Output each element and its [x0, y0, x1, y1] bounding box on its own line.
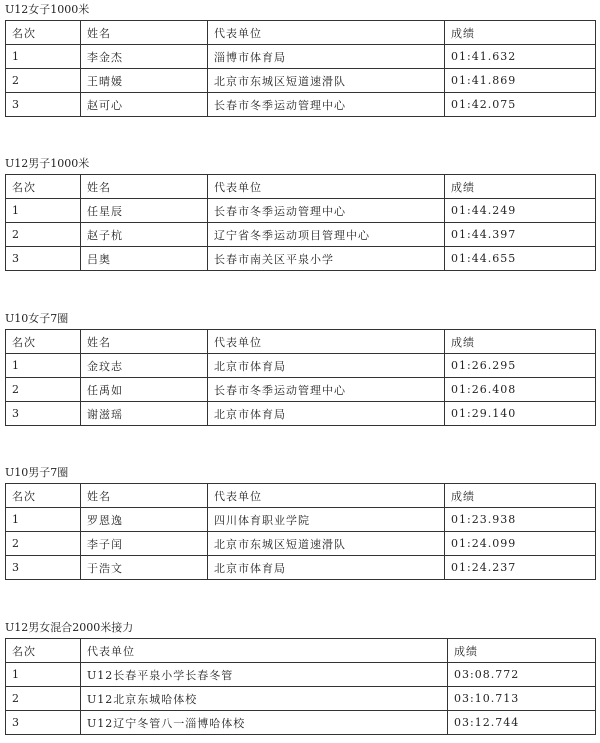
rank-cell: 3 — [6, 556, 81, 580]
table-row — [6, 556, 596, 580]
table-row — [6, 402, 596, 426]
unit-cell: 辽宁省冬季运动项目管理中心 — [208, 223, 445, 247]
header-rank: 名次 — [6, 330, 81, 354]
unit-cell: 淄博市体育局 — [208, 45, 445, 69]
table-row — [6, 247, 596, 271]
rank-cell: 1 — [6, 663, 81, 687]
header-rank: 名次 — [6, 175, 81, 199]
header-result: 成绩 — [445, 330, 596, 354]
rank-cell: 2 — [6, 223, 81, 247]
header-name: 姓名 — [81, 484, 208, 508]
rank-cell: 3 — [6, 402, 81, 426]
table-row — [6, 711, 596, 735]
rank-cell: 1 — [6, 199, 81, 223]
rank-cell: 2 — [6, 687, 81, 711]
table-header-row — [6, 21, 596, 45]
result-cell: 01:26.408 — [445, 378, 596, 402]
result-cell: 01:29.140 — [445, 402, 596, 426]
unit-cell: 北京市体育局 — [208, 402, 445, 426]
result-cell: 01:41.869 — [445, 69, 596, 93]
unit-cell: U12辽宁冬管八一淄博哈体校 — [81, 711, 448, 735]
rank-cell: 3 — [6, 247, 81, 271]
rank-cell: 2 — [6, 378, 81, 402]
unit-cell: 长春市南关区平泉小学 — [208, 247, 445, 271]
unit-cell: 长春市冬季运动管理中心 — [208, 93, 445, 117]
table-row — [6, 663, 596, 687]
table-header-row — [6, 639, 596, 663]
header-rank: 名次 — [6, 21, 81, 45]
name-cell: 谢滋瑶 — [81, 402, 208, 426]
header-result: 成绩 — [445, 21, 596, 45]
header-result: 成绩 — [445, 175, 596, 199]
name-cell: 任禹如 — [81, 378, 208, 402]
result-cell: 03:08.772 — [448, 663, 596, 687]
rank-cell: 3 — [6, 711, 81, 735]
unit-cell: 北京市东城区短道速滑队 — [208, 69, 445, 93]
unit-cell: 长春市冬季运动管理中心 — [208, 199, 445, 223]
unit-cell: 北京市体育局 — [208, 354, 445, 378]
header-rank: 名次 — [6, 484, 81, 508]
table-row — [6, 354, 596, 378]
results-table — [5, 483, 596, 580]
results-table — [5, 174, 596, 271]
name-cell: 金玟志 — [81, 354, 208, 378]
result-cell: 01:44.397 — [445, 223, 596, 247]
table-row — [6, 378, 596, 402]
unit-cell: U12长春平泉小学长春冬管 — [81, 663, 448, 687]
rank-cell: 2 — [6, 69, 81, 93]
header-unit: 代表单位 — [208, 484, 445, 508]
table-row — [6, 93, 596, 117]
header-result: 成绩 — [448, 639, 596, 663]
result-cell: 01:26.295 — [445, 354, 596, 378]
section-title: U12男子1000米 — [5, 157, 90, 170]
name-cell: 罗恩逸 — [81, 508, 208, 532]
table-row — [6, 69, 596, 93]
unit-cell: 四川体育职业学院 — [208, 508, 445, 532]
table-header-row — [6, 484, 596, 508]
section-title: U10女子7圈 — [5, 312, 69, 325]
result-cell: 03:10.713 — [448, 687, 596, 711]
name-cell: 吕奥 — [81, 247, 208, 271]
name-cell: 赵可心 — [81, 93, 208, 117]
result-cell: 01:44.249 — [445, 199, 596, 223]
result-cell: 01:44.655 — [445, 247, 596, 271]
name-cell: 李金杰 — [81, 45, 208, 69]
results-table — [5, 20, 596, 117]
header-unit: 代表单位 — [208, 330, 445, 354]
header-result: 成绩 — [445, 484, 596, 508]
result-cell: 01:23.938 — [445, 508, 596, 532]
header-name: 姓名 — [81, 175, 208, 199]
result-cell: 01:24.237 — [445, 556, 596, 580]
result-cell: 01:42.075 — [445, 93, 596, 117]
table-header-row — [6, 330, 596, 354]
rank-cell: 3 — [6, 93, 81, 117]
table-row — [6, 508, 596, 532]
table-header-row — [6, 175, 596, 199]
header-name: 姓名 — [81, 330, 208, 354]
results-table — [5, 329, 596, 426]
header-rank: 名次 — [6, 639, 81, 663]
name-cell: 李子闰 — [81, 532, 208, 556]
result-cell: 01:24.099 — [445, 532, 596, 556]
section-title: U12男女混合2000米接力 — [5, 621, 134, 634]
name-cell: 于浩文 — [81, 556, 208, 580]
unit-cell: 北京市东城区短道速滑队 — [208, 532, 445, 556]
rank-cell: 2 — [6, 532, 81, 556]
table-row — [6, 45, 596, 69]
section-title: U10男子7圈 — [5, 466, 69, 479]
rank-cell: 1 — [6, 354, 81, 378]
table-row — [6, 532, 596, 556]
section-title: U12女子1000米 — [5, 3, 90, 16]
rank-cell: 1 — [6, 45, 81, 69]
results-table — [5, 638, 596, 735]
name-cell: 任星辰 — [81, 199, 208, 223]
header-unit: 代表单位 — [208, 21, 445, 45]
header-unit: 代表单位 — [208, 175, 445, 199]
header-name: 姓名 — [81, 21, 208, 45]
table-row — [6, 223, 596, 247]
header-unit: 代表单位 — [81, 639, 448, 663]
result-cell: 03:12.744 — [448, 711, 596, 735]
table-row — [6, 199, 596, 223]
table-row — [6, 687, 596, 711]
rank-cell: 1 — [6, 508, 81, 532]
unit-cell: U12北京东城哈体校 — [81, 687, 448, 711]
unit-cell: 北京市体育局 — [208, 556, 445, 580]
unit-cell: 长春市冬季运动管理中心 — [208, 378, 445, 402]
result-cell: 01:41.632 — [445, 45, 596, 69]
name-cell: 王晴媛 — [81, 69, 208, 93]
name-cell: 赵子杭 — [81, 223, 208, 247]
